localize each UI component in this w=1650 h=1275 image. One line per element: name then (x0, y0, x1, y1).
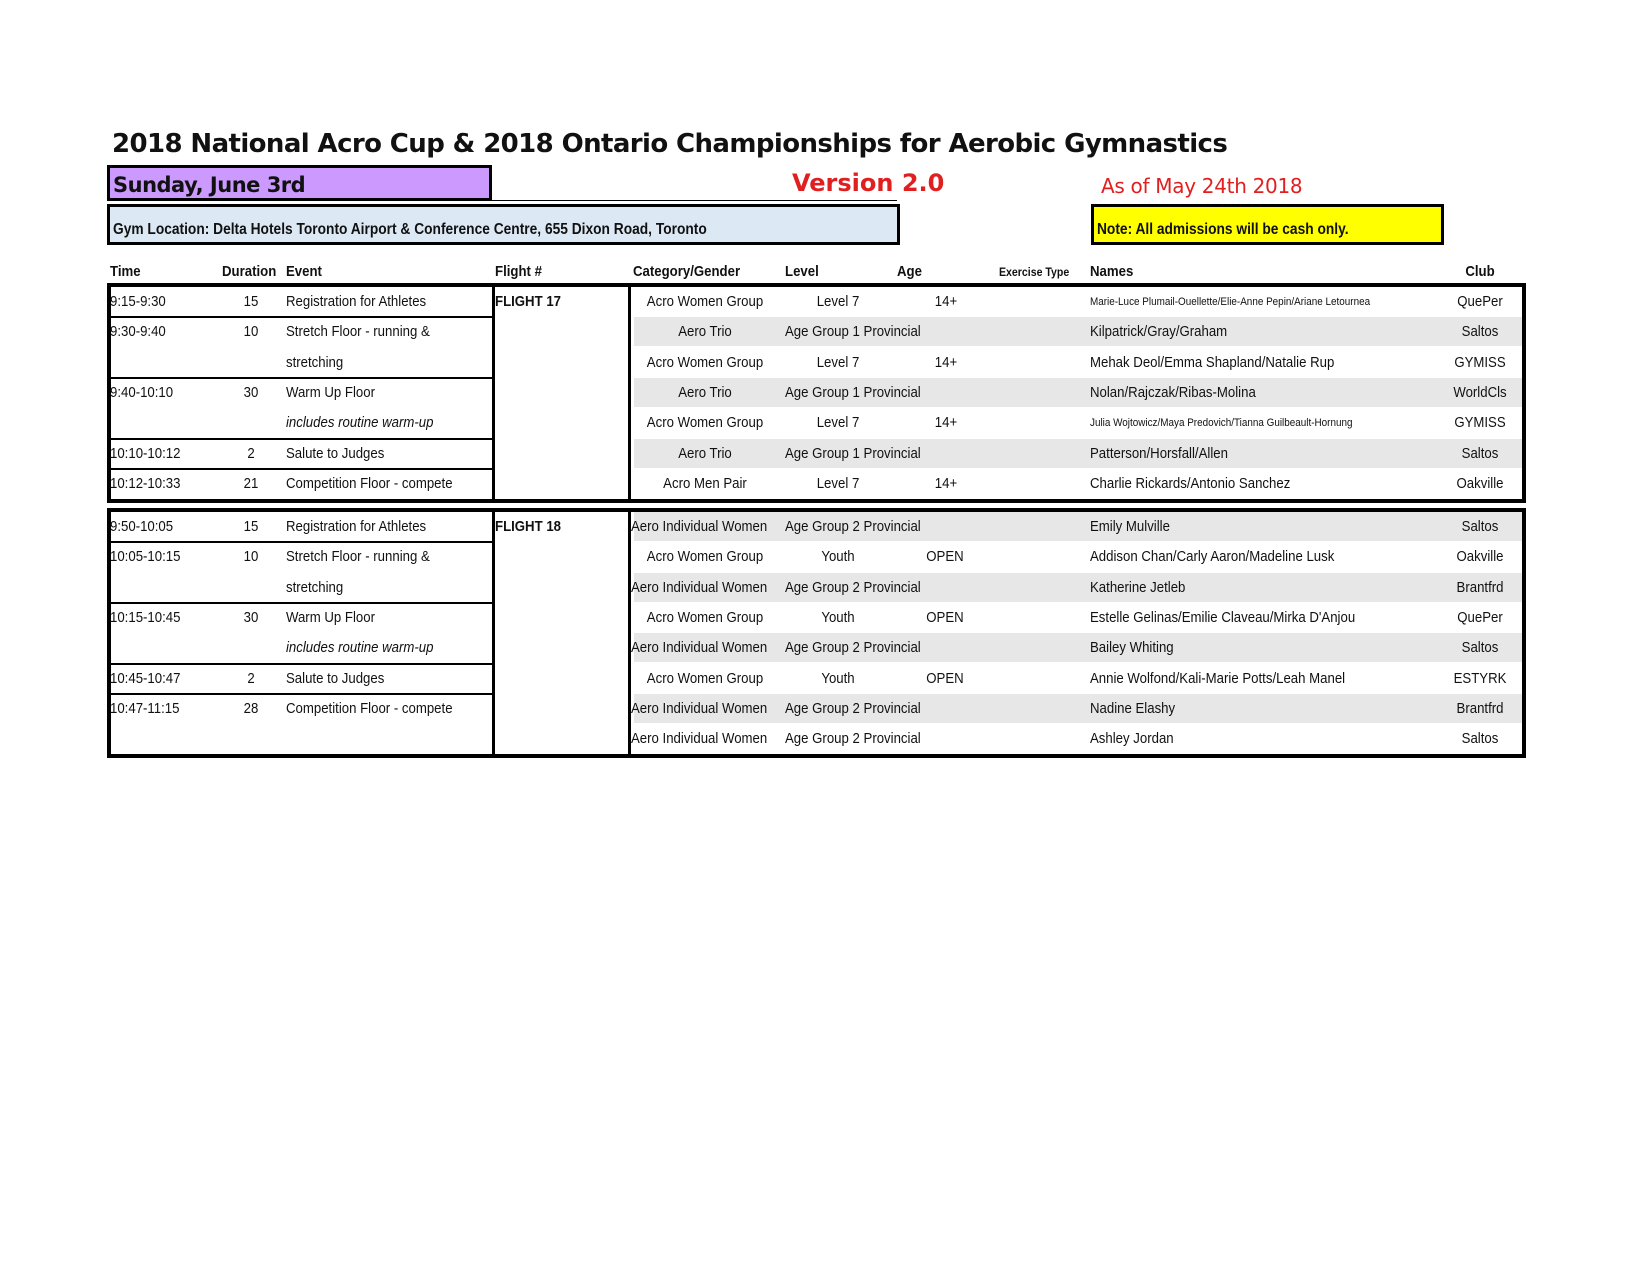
entry-club: QuePer (1457, 293, 1503, 310)
entry-age: OPEN (926, 669, 964, 687)
entry-names: Katherine Jetleb (1090, 578, 1186, 596)
schedule-duration: 28 (243, 699, 259, 717)
entry-club: Brantfrd (1456, 699, 1504, 717)
schedule-row-divider (107, 693, 494, 695)
header-event: Event (286, 263, 322, 280)
entry-names: Bailey Whiting (1090, 639, 1174, 657)
entry-category: Acro Women Group (646, 669, 764, 687)
schedule-event: Salute to Judges (286, 669, 385, 687)
version-label: Version 2.0 (792, 169, 945, 197)
column-divider (628, 508, 631, 758)
header-level: Level (785, 263, 819, 280)
flight-label: FLIGHT 18 (495, 518, 562, 535)
day-box (107, 165, 492, 201)
divider (492, 200, 897, 201)
header-names: Names (1090, 263, 1134, 280)
entry-club: Saltos (1461, 639, 1499, 657)
schedule-duration: 15 (243, 518, 259, 535)
entry-club: GYMISS (1454, 353, 1506, 371)
flight-table-frame (107, 508, 1526, 758)
entry-club: GYMISS (1454, 414, 1506, 432)
entry-category: Acro Women Group (646, 414, 764, 432)
schedule-duration: 2 (247, 444, 255, 462)
note-text: Note: All admissions will be cash only. (1097, 221, 1349, 238)
header-age: Age (897, 263, 922, 280)
header-flight: Flight # (495, 263, 542, 280)
entry-category: Aero Individual Women (631, 699, 768, 717)
entry-names: Nadine Elashy (1090, 699, 1176, 717)
schedule-time: 9:30-9:40 (110, 323, 166, 341)
entry-age: 14+ (934, 474, 958, 492)
entry-category: Aero Trio (678, 444, 732, 462)
schedule-duration: 30 (243, 383, 259, 401)
schedule-duration: 15 (243, 293, 259, 310)
entry-names: Charlie Rickards/Antonio Sanchez (1090, 474, 1291, 492)
entry-category: Acro Men Pair (663, 474, 747, 492)
page-title: 2018 National Acro Cup & 2018 Ontario Championships for Aerobic Gymnastics (112, 129, 1228, 159)
schedule-row-divider (107, 377, 494, 379)
entry-category: Aero Individual Women (631, 578, 768, 596)
entry-level: Youth (821, 608, 855, 626)
entry-level: Level 7 (816, 353, 860, 371)
entry-names: Patterson/Horsfall/Allen (1090, 444, 1228, 462)
entry-names: Julia Wojtowicz/Maya Predovich/Tianna Guilbeault-Hornung (1090, 417, 1353, 430)
schedule-time: 10:10-10:12 (110, 444, 181, 462)
header-duration: Duration (222, 263, 277, 280)
entry-club: Saltos (1461, 444, 1499, 462)
schedule-row-divider (107, 316, 494, 318)
entry-names: Nolan/Rajczak/Ribas-Molina (1090, 383, 1256, 401)
entry-category: Acro Women Group (646, 353, 764, 371)
entry-club: Saltos (1461, 518, 1499, 535)
schedule-time: 10:05-10:15 (110, 548, 181, 566)
schedule-row-divider (107, 602, 494, 604)
entry-names: Emily Mulville (1090, 518, 1170, 535)
entry-club: Saltos (1461, 730, 1499, 748)
entry-age: OPEN (926, 548, 964, 566)
entry-level: Age Group 1 Provincial (785, 383, 921, 401)
as-of-date: As of May 24th 2018 (1101, 174, 1303, 198)
entry-club: QuePer (1457, 608, 1503, 626)
header-time: Time (110, 263, 141, 280)
schedule-row-divider (107, 438, 494, 440)
schedule-event: Competition Floor - compete (286, 474, 453, 492)
schedule-time: 10:15-10:45 (110, 608, 181, 626)
entry-names: Estelle Gelinas/Emilie Claveau/Mirka D'Anjou (1090, 608, 1356, 626)
schedule-event-detail: stretching (286, 578, 344, 596)
header-category: Category/Gender (633, 263, 741, 280)
day-label: Sunday, June 3rd (113, 173, 306, 197)
entry-names: Kilpatrick/Gray/Graham (1090, 323, 1228, 341)
entry-club: Oakville (1456, 474, 1504, 492)
entry-category: Acro Women Group (646, 608, 764, 626)
schedule-time: 10:47-11:15 (110, 699, 180, 717)
schedule-event-detail: includes routine warm-up (286, 414, 434, 432)
schedule-time: 9:15-9:30 (110, 293, 166, 310)
entry-club: Brantfrd (1456, 578, 1504, 596)
entry-level: Age Group 2 Provincial (785, 730, 921, 748)
schedule-event: Stretch Floor - running & (286, 548, 430, 566)
schedule-event: Warm Up Floor (286, 383, 375, 401)
flight-label: FLIGHT 17 (495, 293, 562, 310)
schedule-row-divider (107, 468, 494, 470)
schedule-event: Salute to Judges (286, 444, 385, 462)
schedule-event: Registration for Athletes (286, 293, 427, 310)
entry-club: Oakville (1456, 548, 1504, 566)
header-exercise-type: Exercise Type (999, 265, 1070, 279)
entry-club: ESTYRK (1453, 669, 1507, 687)
entry-category: Aero Individual Women (631, 518, 768, 535)
schedule-event: Warm Up Floor (286, 608, 375, 626)
entry-age: OPEN (926, 608, 964, 626)
entry-category: Aero Individual Women (631, 730, 768, 748)
schedule-time: 10:45-10:47 (110, 669, 181, 687)
entry-level: Level 7 (816, 474, 860, 492)
entry-level: Age Group 1 Provincial (785, 323, 921, 341)
schedule-duration: 30 (243, 608, 259, 626)
entry-names: Annie Wolfond/Kali-Marie Potts/Leah Manel (1090, 669, 1346, 687)
entry-level: Age Group 1 Provincial (785, 444, 921, 462)
entry-level: Age Group 2 Provincial (785, 639, 921, 657)
column-divider (628, 283, 631, 503)
header-club: Club (1465, 263, 1495, 280)
gym-location-box (107, 204, 900, 245)
schedule-time: 9:50-10:05 (110, 518, 174, 535)
schedule-event: Stretch Floor - running & (286, 323, 430, 341)
schedule-duration: 2 (247, 669, 255, 687)
entry-age: 14+ (934, 353, 958, 371)
entry-age: 14+ (934, 293, 958, 310)
entry-level: Age Group 2 Provincial (785, 578, 921, 596)
schedule-row-divider (107, 541, 494, 543)
schedule-time: 9:40-10:10 (110, 383, 174, 401)
entry-level: Level 7 (816, 414, 860, 432)
entry-category: Acro Women Group (646, 293, 764, 310)
entry-names: Addison Chan/Carly Aaron/Madeline Lusk (1090, 548, 1335, 566)
schedule-duration: 21 (243, 474, 259, 492)
entry-names: Ashley Jordan (1090, 730, 1174, 748)
schedule-time: 10:12-10:33 (110, 474, 181, 492)
schedule-duration: 10 (243, 323, 259, 341)
schedule-event: Competition Floor - compete (286, 699, 453, 717)
entry-age: 14+ (934, 414, 958, 432)
column-divider (492, 508, 495, 758)
entry-level: Age Group 2 Provincial (785, 699, 921, 717)
entry-level: Age Group 2 Provincial (785, 518, 921, 535)
schedule-row-divider (107, 663, 494, 665)
entry-level: Youth (821, 669, 855, 687)
entry-level: Youth (821, 548, 855, 566)
entry-category: Aero Individual Women (631, 639, 768, 657)
schedule-event-detail: stretching (286, 353, 344, 371)
schedule-event-detail: includes routine warm-up (286, 639, 434, 657)
entry-category: Aero Trio (678, 383, 732, 401)
schedule-duration: 10 (243, 548, 259, 566)
entry-names: Mehak Deol/Emma Shapland/Natalie Rup (1090, 353, 1335, 371)
schedule-event: Registration for Athletes (286, 518, 427, 535)
entry-category: Acro Women Group (646, 548, 764, 566)
note-box (1091, 204, 1444, 245)
gym-location-text: Gym Location: Delta Hotels Toronto Airport & Conference Centre, 655 Dixon Road, Toronto (113, 221, 707, 238)
entry-club: WorldCls (1453, 383, 1507, 401)
entry-names: Marie-Luce Plumail-Ouellette/Elie-Anne Pepin/Ariane Letournea (1090, 296, 1371, 308)
entry-level: Level 7 (816, 293, 860, 310)
entry-club: Saltos (1461, 323, 1499, 341)
entry-category: Aero Trio (678, 323, 732, 341)
